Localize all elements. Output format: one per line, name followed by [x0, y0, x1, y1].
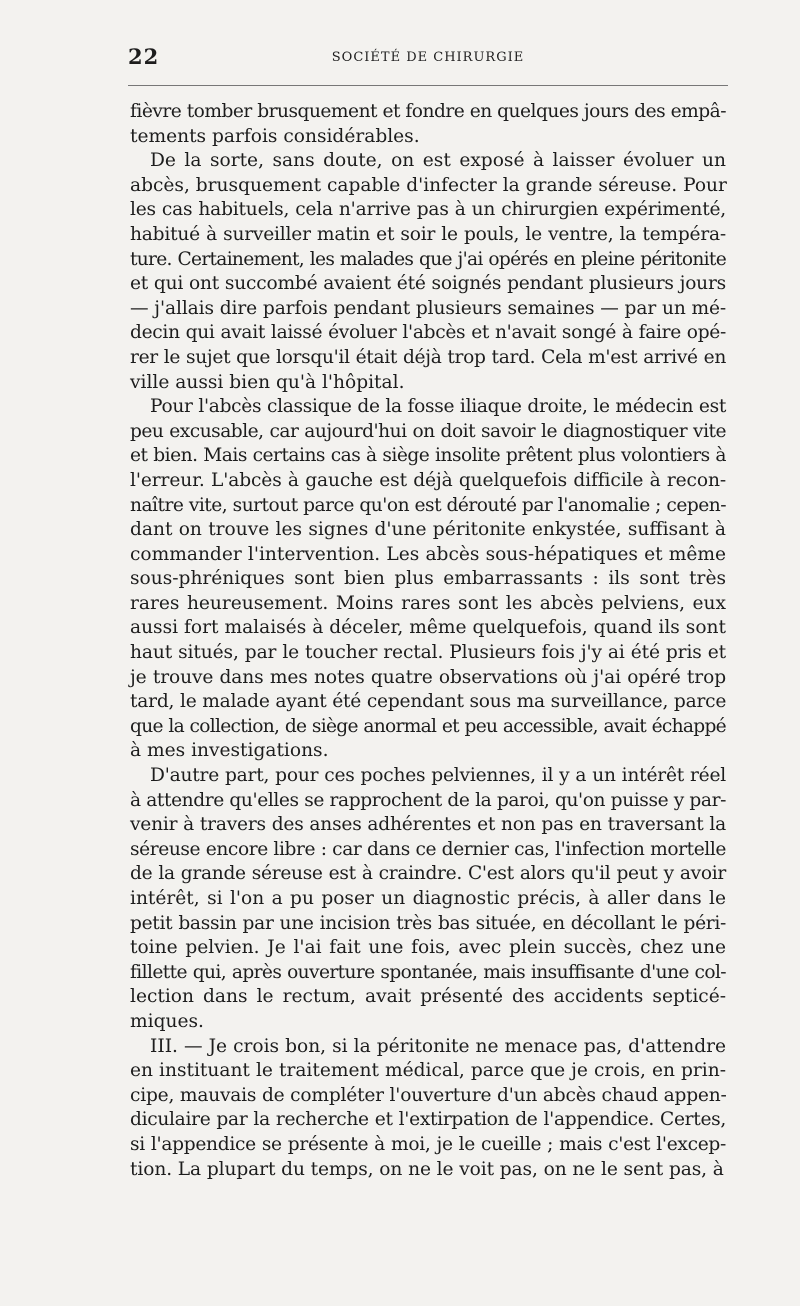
text-line: naître vite, surtout parce qu'on est dérouté par l'anomalie ; cepen- [130, 494, 726, 516]
text-line: si l'appendice se présente à moi, je le cueille ; mais c'est l'excep- [130, 1133, 726, 1155]
text-line: haut situés, par le toucher rectal. Plusieurs fois j'y ai été pris et [130, 642, 726, 664]
body-text [130, 100, 726, 1182]
text-line: toine pelvien. Je l'ai fait une fois, avec plein succès, chez une [130, 937, 726, 959]
text-line: abcès, brusquement capable d'infecter la grande séreuse. Pour [130, 174, 727, 196]
text-line: venir à travers des anses adhérentes et non pas en traversant la [130, 814, 726, 836]
running-head: SOCIÉTÉ DE CHIRURGIE [331, 50, 525, 65]
text-line: commander l'intervention. Les abcès sous-hépatiques et même [130, 543, 726, 565]
text-line: aussi fort malaisés à déceler, même quelquefois, quand ils sont [130, 617, 726, 639]
text-line: ville aussi bien qu'à l'hôpital. [130, 371, 405, 393]
page-number: 22 [128, 44, 160, 69]
text-line: séreuse encore libre : car dans ce dernier cas, l'infection mortelle [130, 838, 726, 860]
text-line: sous-phréniques sont bien plus embarrassants : ils sont très [130, 568, 726, 590]
text-line: lection dans le rectum, avait présenté des accidents septicé- [130, 986, 726, 1008]
page-header [128, 44, 728, 74]
text-line: en instituant le traitement médical, parce que je crois, en prin- [130, 1060, 726, 1082]
text-line: fièvre tomber brusquement et fondre en quelques jours des empâ- [130, 101, 726, 122]
text-line: fillette qui, après ouverture spontanée, mais insuffisante d'une col- [130, 961, 726, 983]
text-line: de la grande séreuse est à craindre. C'est alors qu'il peut y avoir [130, 863, 726, 885]
text-line: decin qui avait laissé évoluer l'abcès et n'avait songé à faire opé- [130, 322, 726, 344]
text-line: diculaire par la recherche et l'extirpation de l'appendice. Certes, [130, 1109, 726, 1131]
text-line: que la collection, de siège anormal et peu accessible, avait échappé [130, 715, 726, 737]
text-line: rares heureusement. Moins rares sont les abcès pelviens, eux [130, 592, 726, 614]
text-line: III. — Je crois bon, si la péritonite ne menace pas, d'attendre [150, 1035, 726, 1057]
text-line: et qui ont succombé avaient été soignés pendant plusieurs jours [130, 273, 726, 295]
text-line: dant on trouve les signes d'une péritonite enkystée, suffisant à [130, 519, 726, 541]
text-line: tion. La plupart du temps, on ne le voit pas, on ne le sent pas, à [130, 1158, 724, 1180]
text-line: intérêt, si l'on a pu poser un diagnostic précis, à aller dans le [130, 888, 726, 909]
text-line: je trouve dans mes notes quatre observations où j'ai opéré trop [130, 666, 726, 688]
text-line: miques. [130, 1010, 204, 1032]
text-line: cipe, mauvais de compléter l'ouverture d'un abcès chaud appen- [130, 1084, 727, 1106]
header-rule [128, 85, 728, 86]
text-line: à mes investigations. [130, 740, 329, 762]
text-line: D'autre part, pour ces poches pelviennes, il y a un intérêt réel [150, 765, 726, 787]
text-line: — j'allais dire parfois pendant plusieurs semaines — par un mé- [130, 297, 727, 319]
text-line: habitué à surveiller matin et soir le pouls, le ventre, la tempéra- [130, 223, 726, 245]
text-line: tard, le malade ayant été cependant sous ma surveillance, parce [130, 691, 727, 713]
text-line: les cas habituels, cela n'arrive pas à un chirurgien expérimenté, [130, 199, 726, 221]
text-line: tements parfois considérables. [130, 125, 420, 147]
text-line: l'erreur. L'abcès à gauche est déjà quelquefois difficile à recon- [130, 469, 726, 491]
text-line: à attendre qu'elles se rapprochent de la paroi, qu'on puisse y par- [130, 789, 726, 811]
text-line: et bien. Mais certains cas à siège insolite prêtent plus volontiers à [130, 445, 726, 467]
text-line: De la sorte, sans doute, on est exposé à laisser évoluer un [150, 150, 726, 172]
text-line: ture. Certainement, les malades que j'ai opérés en pleine péritonite [130, 248, 726, 270]
text-line: rer le sujet que lorsqu'il était déjà trop tard. Cela m'est arrivé en [130, 346, 726, 368]
text-line: peu excusable, car aujourd'hui on doit savoir le diagnostiquer vite [130, 420, 726, 442]
text-line: Pour l'abcès classique de la fosse iliaque droite, le médecin est [150, 396, 726, 418]
text-line: petit bassin par une incision très bas située, en décollant le péri- [130, 912, 726, 934]
